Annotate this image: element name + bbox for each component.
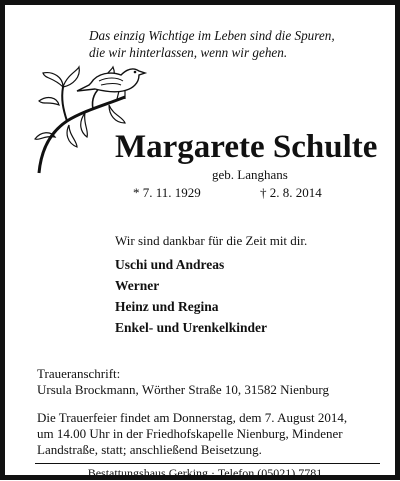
family-list — [115, 254, 267, 338]
deceased-name: Margarete Schulte — [115, 129, 378, 165]
ceremony-info — [37, 410, 382, 458]
ceremony-line: Landstraße, statt; anschließend Beisetzung. — [37, 442, 262, 457]
family-member: Werner — [115, 278, 160, 293]
family-member: Heinz und Regina — [115, 299, 219, 314]
mourning-address — [37, 366, 329, 398]
family-member: Uschi und Andreas — [115, 257, 225, 272]
funeral-home-footer: Bestattungshaus Gerking · Telefon (05021) 7781 — [87, 466, 323, 480]
footer-divider — [35, 463, 380, 464]
maiden-name: geb. Langhans — [212, 167, 288, 182]
ceremony-line: um 14.00 Uhr in der Friedhofskapelle Nienburg, Mindener — [37, 426, 343, 441]
quote — [89, 27, 379, 61]
birth-date: * 7. 11. 1929 — [133, 185, 201, 200]
quote-line: Das einzig Wichtige im Leben sind die Spuren, — [89, 28, 335, 43]
thanks-line: Wir sind dankbar für die Zeit mit dir. — [115, 233, 308, 248]
death-date: † 2. 8. 2014 — [260, 185, 322, 200]
address-label: Traueranschrift: — [37, 366, 121, 381]
family-member: Enkel- und Urenkelkinder — [115, 320, 268, 335]
quote-line: die wir hinterlassen, wenn wir gehen. — [89, 45, 288, 60]
address-line: Ursula Brockmann, Wörther Straße 10, 31582 Nienburg — [37, 382, 329, 397]
ceremony-line: Die Trauerfeier findet am Donnerstag, dem 7. August 2014, — [37, 410, 348, 425]
